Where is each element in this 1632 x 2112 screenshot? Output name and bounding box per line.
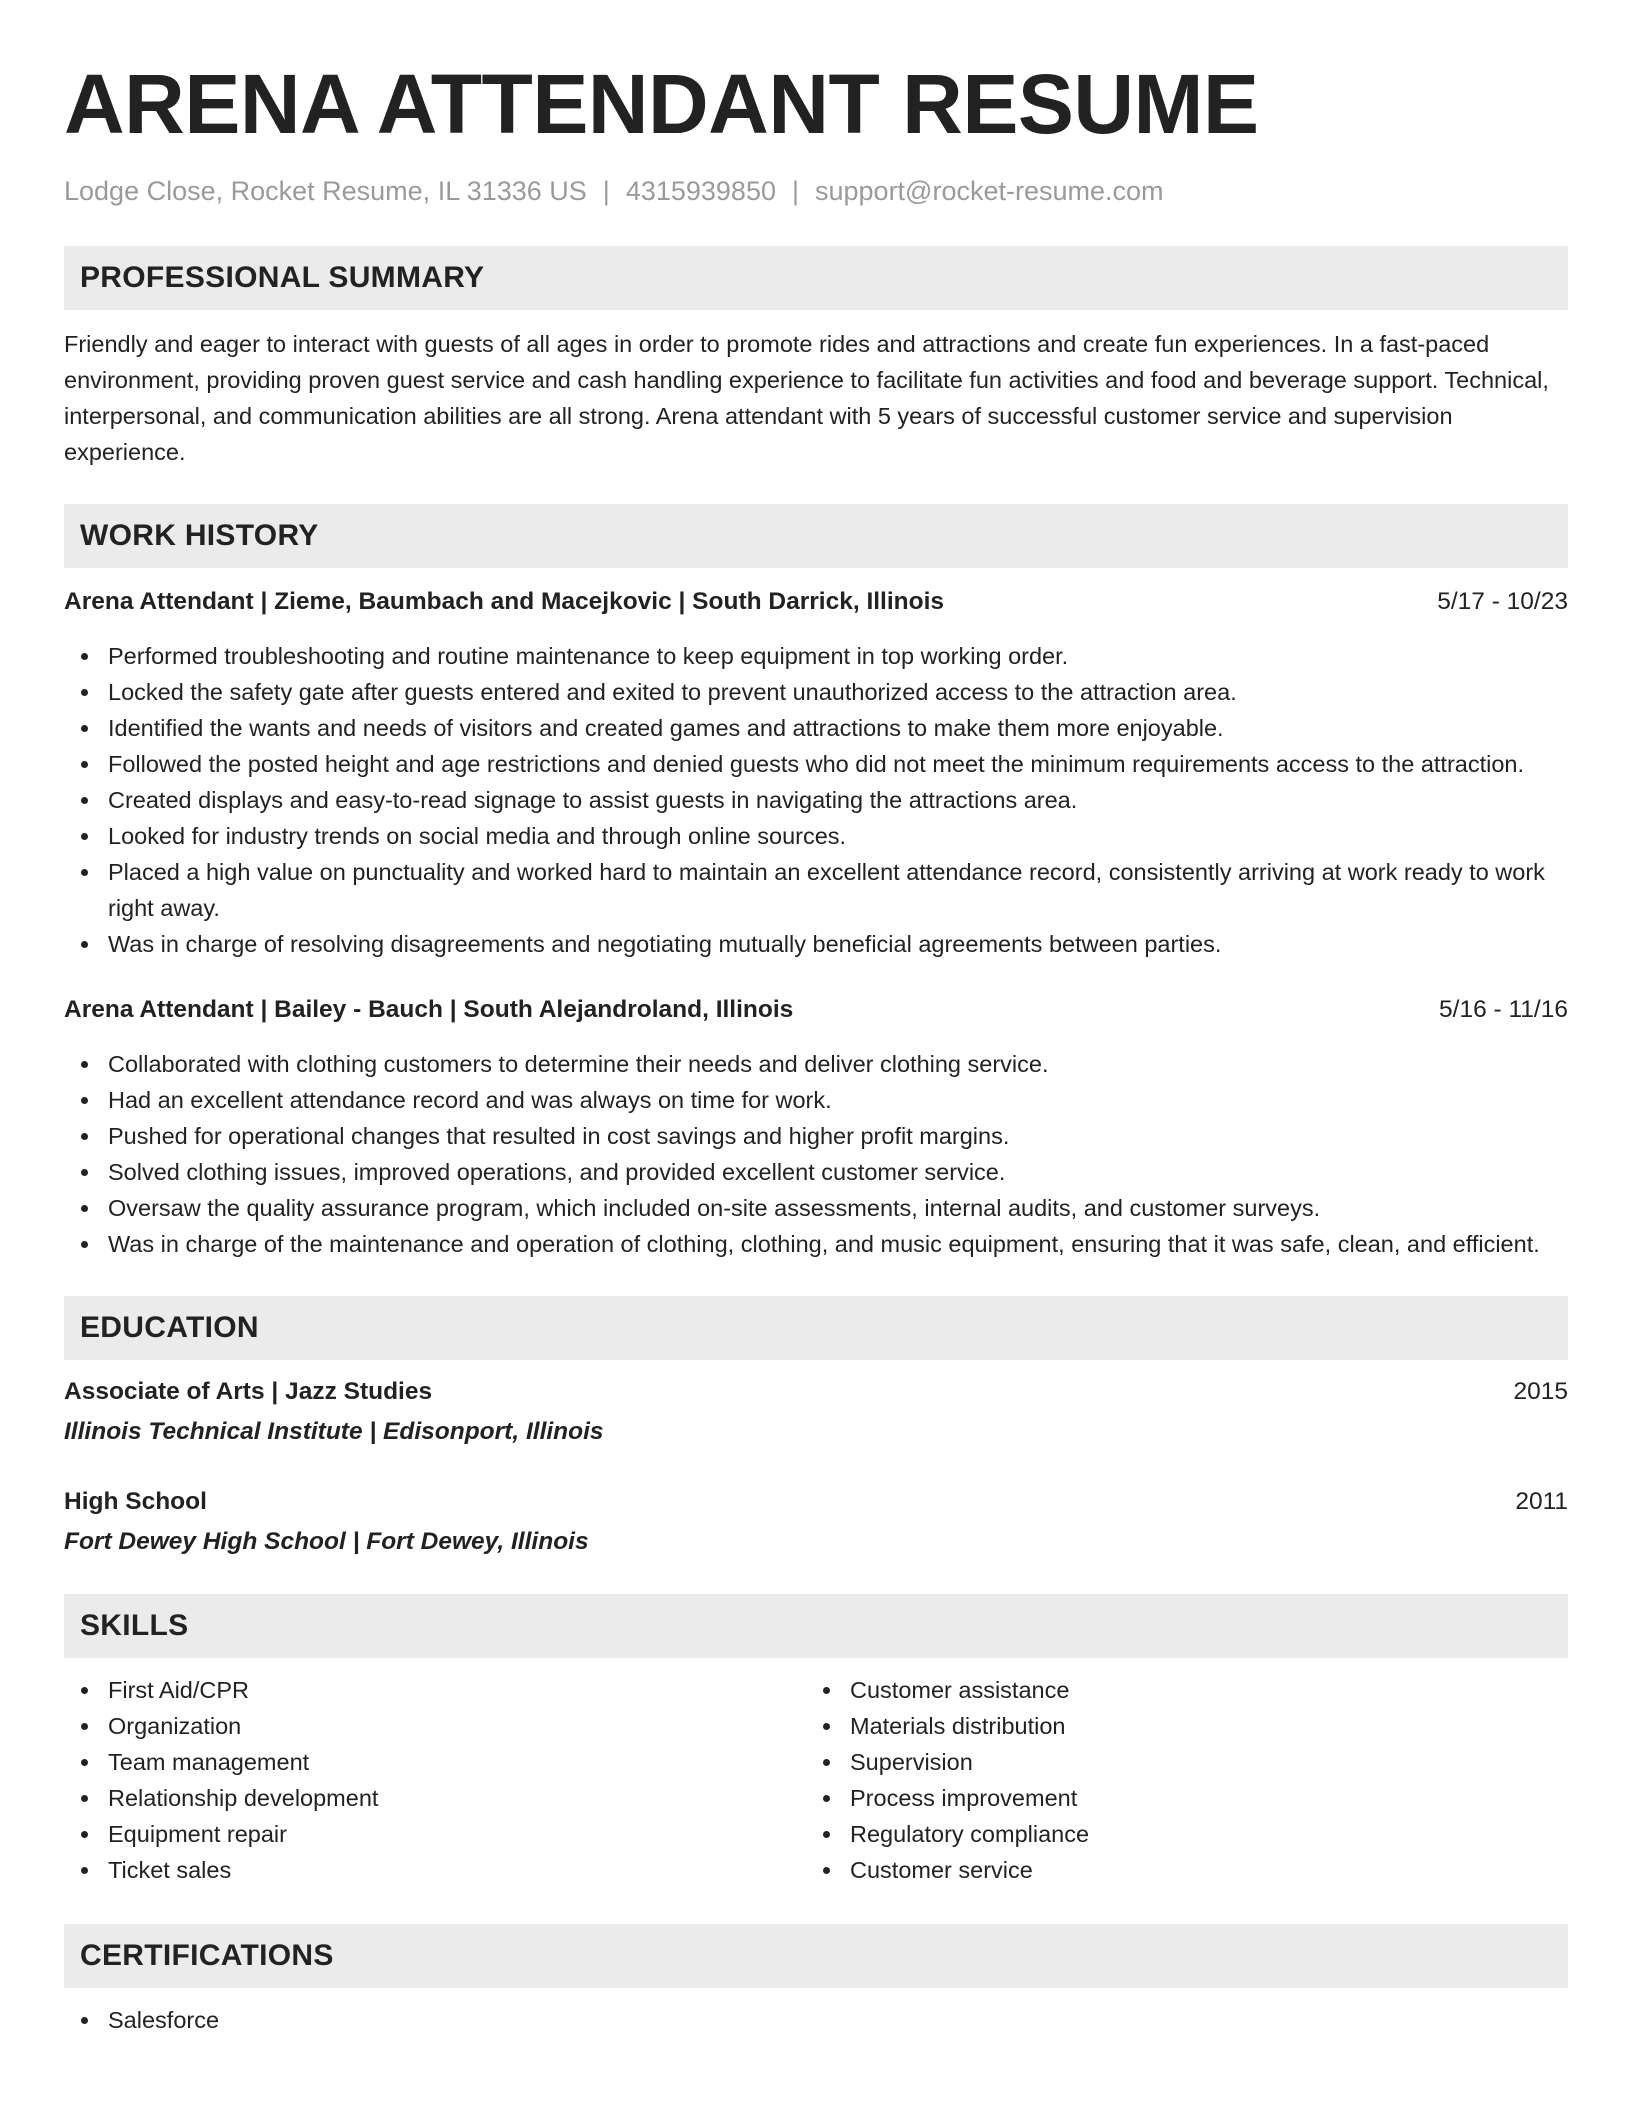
education-header xyxy=(64,1374,1568,1410)
skill-item: Process improvement xyxy=(806,1780,1548,1816)
section-heading-skills: SKILLS xyxy=(64,1594,1568,1658)
job-bullet: Oversaw the quality assurance program, which included on-site assessments, internal audits, and customer surveys. xyxy=(64,1190,1568,1226)
summary-text: Friendly and eager to interact with guests of all ages in order to promote rides and attractions and create fun experiences. In a fast-paced environment, providing proven guest service and cash handling experience to facilitate fun activities and food and beverage support. Technical, interpersonal, and communication abilities are all strong. Arena attendant with 5 years of successful customer service and supervision experience. xyxy=(64,331,1549,465)
education-degree: Associate of Arts | Jazz Studies xyxy=(64,1378,433,1405)
job-bullets xyxy=(64,1046,1568,1262)
education-entry xyxy=(64,1484,1568,1560)
section-heading-summary: PROFESSIONAL SUMMARY xyxy=(64,246,1568,310)
job-dates: 5/16 - 11/16 xyxy=(1439,996,1568,1023)
skill-item: Customer assistance xyxy=(806,1672,1548,1708)
education-header xyxy=(64,1484,1568,1520)
education-degree: High School xyxy=(64,1488,207,1515)
job-bullet: Pushed for operational changes that resulted in cost savings and higher profit margins. xyxy=(64,1118,1568,1154)
job-bullet: Looked for industry trends on social media and through online sources. xyxy=(64,818,1568,854)
resume-page xyxy=(64,0,1568,2038)
contact-line xyxy=(64,174,1568,208)
job-bullet: Solved clothing issues, improved operations, and provided excellent customer service. xyxy=(64,1154,1568,1190)
job-bullet: Performed troubleshooting and routine maintenance to keep equipment in top working order. xyxy=(64,638,1568,674)
section-heading-education: EDUCATION xyxy=(64,1296,1568,1360)
section-heading-work-history: WORK HISTORY xyxy=(64,504,1568,568)
education-school: Illinois Technical Institute | Edisonport, Illinois xyxy=(64,1418,604,1445)
job-entry xyxy=(64,584,1568,962)
job-entry xyxy=(64,992,1568,1262)
education-school: Fort Dewey High School | Fort Dewey, Illinois xyxy=(64,1528,589,1555)
contact-separator: | xyxy=(791,176,799,206)
education-entry xyxy=(64,1374,1568,1450)
skill-item: Materials distribution xyxy=(806,1708,1548,1744)
skills-column-left xyxy=(64,1672,806,1888)
skill-item: Team management xyxy=(64,1744,806,1780)
certifications-list xyxy=(64,2002,1568,2038)
education-year: 2011 xyxy=(1515,1488,1568,1515)
resume-title: ARENA ATTENDANT RESUME xyxy=(64,57,1259,151)
contact-address: Lodge Close, Rocket Resume, IL 31336 US xyxy=(64,176,587,206)
job-bullet: Was in charge of the maintenance and operation of clothing, clothing, and music equipment, ensuring that it was safe, clean, and efficient. xyxy=(64,1226,1568,1262)
contact-separator: | xyxy=(602,176,610,206)
job-bullet: Collaborated with clothing customers to determine their needs and deliver clothing service. xyxy=(64,1046,1568,1082)
job-bullet: Followed the posted height and age restrictions and denied guests who did not meet the minimum requirements access to the attraction. xyxy=(64,746,1568,782)
section-heading-certifications: CERTIFICATIONS xyxy=(64,1924,1568,1988)
job-bullet: Locked the safety gate after guests entered and exited to prevent unauthorized access to the attraction area. xyxy=(64,674,1568,710)
job-bullet: Had an excellent attendance record and was always on time for work. xyxy=(64,1082,1568,1118)
skill-item: Ticket sales xyxy=(64,1852,806,1888)
contact-phone: 4315939850 xyxy=(625,176,776,206)
skill-item: Regulatory compliance xyxy=(806,1816,1548,1852)
job-bullets xyxy=(64,638,1568,962)
education-year: 2015 xyxy=(1513,1378,1568,1405)
skill-item: First Aid/CPR xyxy=(64,1672,806,1708)
skill-item: Equipment repair xyxy=(64,1816,806,1852)
job-dates: 5/17 - 10/23 xyxy=(1437,588,1568,615)
skills-list xyxy=(64,1672,1568,1888)
job-title: Arena Attendant | Zieme, Baumbach and Macejkovic | South Darrick, Illinois xyxy=(64,588,945,615)
job-bullet: Was in charge of resolving disagreements and negotiating mutually beneficial agreements between parties. xyxy=(64,926,1568,962)
job-header xyxy=(64,584,1568,620)
job-header xyxy=(64,992,1568,1028)
job-bullet: Placed a high value on punctuality and worked hard to maintain an excellent attendance record, consistently arriving at work ready to work right away. xyxy=(64,854,1568,926)
job-title: Arena Attendant | Bailey - Bauch | South Alejandroland, Illinois xyxy=(64,996,794,1023)
job-bullet: Identified the wants and needs of visitors and created games and attractions to make them more enjoyable. xyxy=(64,710,1568,746)
skill-item: Organization xyxy=(64,1708,806,1744)
skills-column-right xyxy=(806,1672,1548,1888)
contact-email: support@rocket-resume.com xyxy=(815,176,1164,206)
skill-item: Customer service xyxy=(806,1852,1548,1888)
skill-item: Relationship development xyxy=(64,1780,806,1816)
certification-item: Salesforce xyxy=(64,2002,1568,2038)
skill-item: Supervision xyxy=(806,1744,1548,1780)
job-bullet: Created displays and easy-to-read signage to assist guests in navigating the attractions area. xyxy=(64,782,1568,818)
